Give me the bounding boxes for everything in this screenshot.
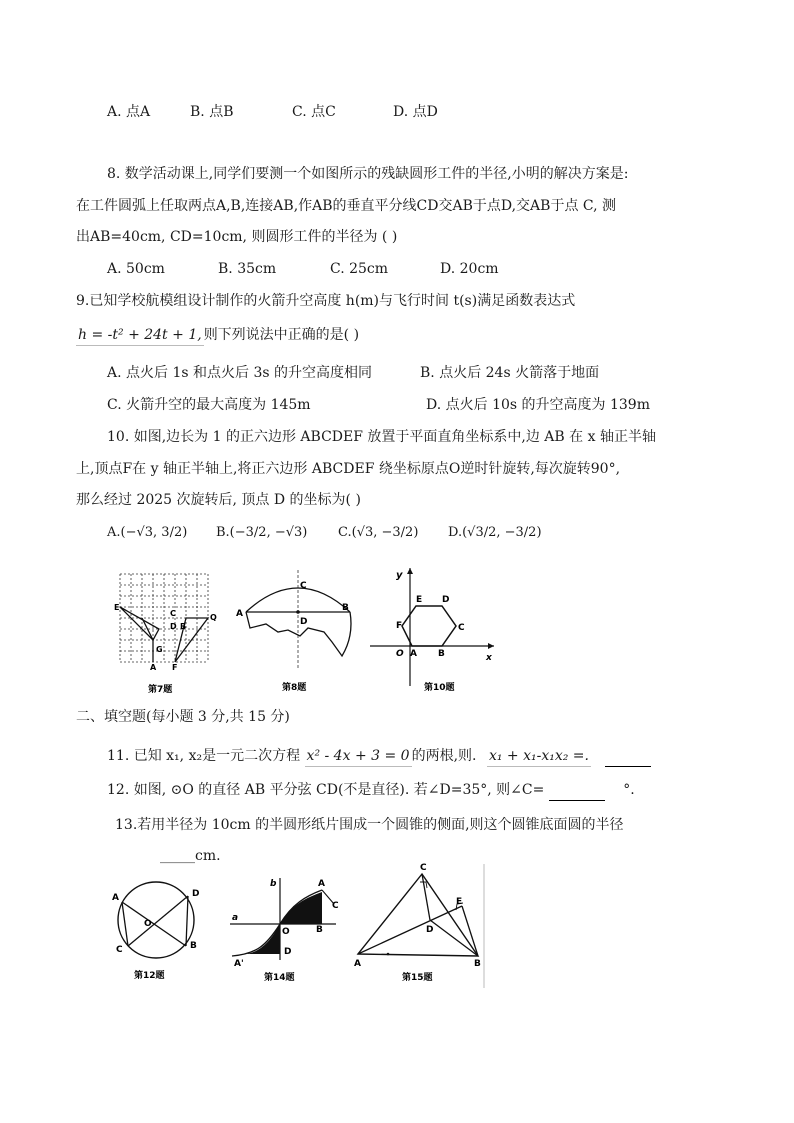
section-2-heading: 二、填空题(每小题 3 分,共 15 分) (76, 709, 290, 725)
fig15-label-d: D (426, 925, 434, 935)
q9-formula: h = -t² + 24t + 1, (76, 325, 204, 346)
q8-option-b: B. 35cm (218, 261, 277, 277)
fig10-caption: 第10题 (424, 683, 455, 693)
q13-line-1: 13.若用半径为 10cm 的半圆形纸片围成一个圆锥的侧面,则这个圆锥底面圆的半径 (115, 817, 624, 833)
figure-8 (232, 566, 358, 698)
q11-middle: 的两根,则. (411, 748, 477, 764)
fig12-label-b: B (190, 941, 197, 951)
q10-option-c: C.(√3, −3/2) (338, 525, 419, 540)
fig7-label-q: Q (210, 613, 217, 622)
q9-option-b: B. 点火后 24s 火箭落于地面 (420, 365, 600, 381)
q11-prefix: 11. 已知 x₁, x₂是一元二次方程 (107, 748, 301, 764)
fig10-label-d: D (442, 595, 450, 605)
q8-option-a: A. 50cm (107, 261, 165, 277)
q8-line-3: 出AB=40cm, CD=10cm, 则圆形工件的半径为 ( ) (76, 229, 398, 245)
q9-option-c: C. 火箭升空的最大高度为 145m (107, 397, 311, 413)
figure-10 (366, 564, 500, 698)
fig14-label-c: C (332, 901, 339, 911)
q8-option-d: D. 20cm (440, 261, 499, 277)
q12-answer-blank[interactable] (549, 780, 605, 801)
q8-line-2: 在工件圆弧上任取两点A,B,连接AB,作AB的垂直平分线CD交AB于点D,交AB于点 C, 测 (76, 198, 617, 214)
figure-15 (350, 860, 490, 990)
fig15-label-b: B (474, 959, 481, 969)
fig12-label-o: O (144, 919, 152, 929)
figure-12 (108, 876, 212, 986)
fig15-label-a: A (354, 959, 361, 969)
fig8-caption: 第8题 (282, 683, 307, 693)
q9-line-1: 9.已知学校航模组设计制作的火箭升空高度 h(m)与飞行时间 t(s)满足函数表达式 (76, 293, 576, 309)
fig10-label-e: E (416, 595, 423, 605)
figure-14 (226, 874, 344, 986)
fig10-label-c: C (458, 623, 465, 633)
fig7-label-g: G (156, 645, 163, 654)
figure-7 (112, 570, 218, 698)
q7-option-b: B. 点B (190, 104, 234, 120)
q10-line-2: 上,顶点F在 y 轴正半轴上,将正六边形 ABCDEF 绕坐标原点O逆时针旋转,每次旋转90°, (76, 461, 621, 477)
q11-expression: x₁ + x₁-x₁x₂ =. (487, 746, 591, 767)
q10-line-3: 那么经过 2025 次旋转后, 顶点 D 的坐标为( ) (76, 492, 361, 508)
fig14-label-d: D (284, 947, 292, 957)
fig12-caption: 第12题 (134, 971, 165, 981)
q10-option-a: A.(−√3, 3/2) (107, 525, 188, 540)
q12-suffix: °. (623, 782, 635, 798)
fig14-label-b: b (270, 879, 277, 889)
q12-prefix: 12. 如图, ⊙O 的直径 AB 平分弦 CD(不是直径). 若∠D=35°, 则∠C= (107, 782, 545, 798)
fig10-label-f: F (396, 621, 403, 631)
fig10-label-o: O (396, 649, 404, 659)
fig7-label-b: B (180, 622, 187, 631)
fig12-label-d: D (192, 889, 200, 899)
fig15-label-e: E (456, 897, 463, 907)
fig15-caption: 第15题 (402, 973, 433, 983)
q11-line (107, 746, 651, 767)
fig7-label-a: A (150, 663, 157, 672)
q7-option-c: C. 点C (292, 104, 336, 120)
fig10-label-y: y (396, 570, 403, 581)
fig10-label-a: A (410, 649, 417, 659)
fig8-label-d: D (300, 617, 308, 627)
fig12-label-a: A (112, 893, 119, 903)
fig7-label-d: D (170, 622, 177, 631)
fig8-label-a: A (236, 609, 243, 619)
q8-line-1: 8. 数学活动课上,同学们要测一个如图所示的残缺圆形工件的半径,小明的解决方案是: (107, 166, 629, 182)
fig15-label-c: C (420, 863, 427, 873)
fig8-label-c: C (300, 581, 307, 591)
q10-option-b: B.(−3/2, −√3) (216, 525, 308, 540)
fig14-label-a: A (318, 879, 325, 889)
fig7-label-e: E (114, 603, 120, 612)
fig14-label-a-line: a (232, 913, 239, 923)
fig7-label-c: C (170, 609, 176, 618)
q9-line-2-rest: 则下列说法中正确的是( ) (203, 327, 360, 343)
fig14-label-a-prime: A' (234, 959, 244, 969)
q7-option-a: A. 点A (107, 104, 151, 120)
q12-line (107, 780, 635, 801)
q10-line-1: 10. 如图,边长为 1 的正六边形 ABCDEF 放置于平面直角坐标系中,边 AB 在 x 轴正半轴 (107, 429, 656, 445)
fig8-label-b: B (342, 603, 349, 613)
q9-option-a: A. 点火后 1s 和点火后 3s 的升空高度相同 (107, 365, 372, 381)
fig14-label-o: O (282, 927, 290, 937)
fig10-label-b: B (438, 649, 445, 659)
q13-line-2: _____cm. (160, 848, 221, 864)
fig7-label-f: F (172, 663, 178, 672)
q10-option-d: D.(√3/2, −3/2) (448, 525, 542, 540)
fig7-caption: 第7题 (148, 685, 173, 695)
q8-option-c: C. 25cm (330, 261, 389, 277)
fig14-label-b-point: B (316, 925, 323, 935)
q7-option-d: D. 点D (393, 104, 438, 120)
q9-option-d: D. 点火后 10s 的升空高度为 139m (426, 397, 650, 413)
q11-answer-blank[interactable] (605, 746, 651, 767)
q9-line-2 (76, 325, 359, 346)
fig10-label-x: x (486, 653, 492, 663)
fig12-label-c: C (116, 945, 123, 955)
q11-equation: x² - 4x + 3 = 0 (305, 746, 412, 767)
fig14-caption: 第14题 (264, 973, 295, 983)
